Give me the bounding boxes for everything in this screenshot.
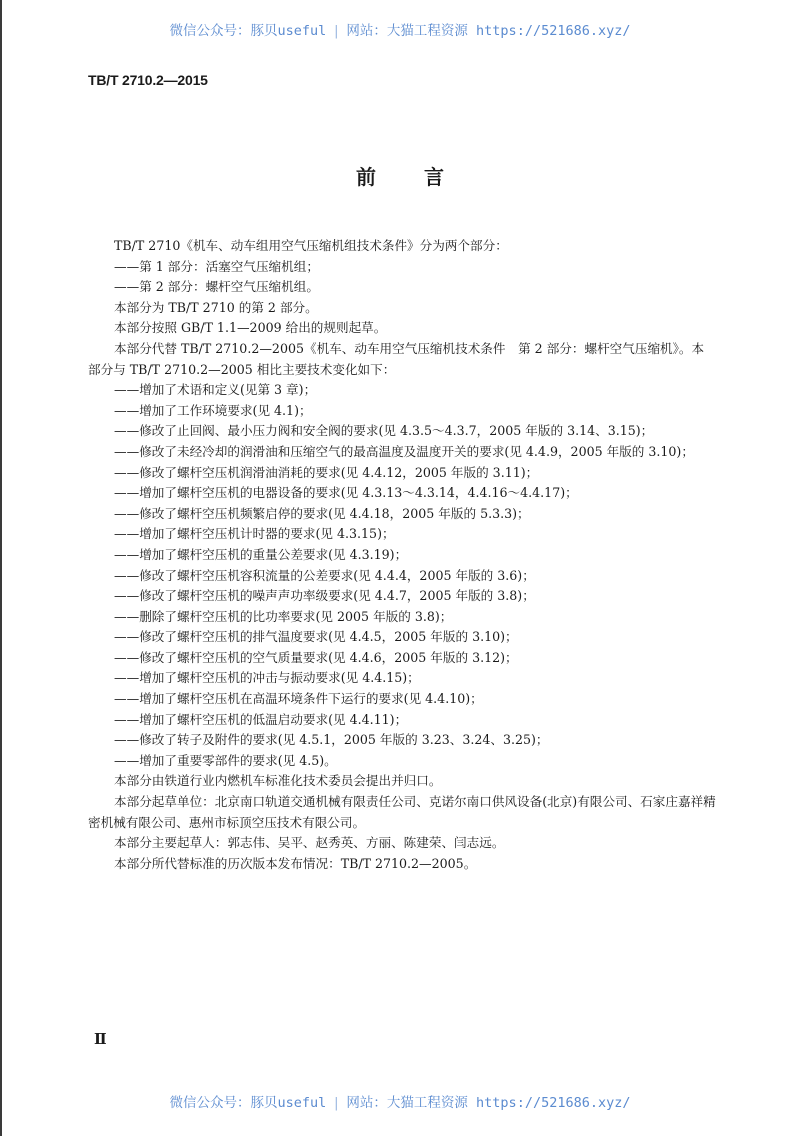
drafting-units-paragraph: 本部分起草单位：北京南口轨道交通机械有限责任公司、克诺尔南口供风设备(北京)有限公司、石家庄嘉祥精密机械有限公司、惠州市标顶空压技术有限公司。 (88, 794, 716, 830)
page-number: Ⅱ (94, 1030, 107, 1048)
change-item: ——修改了螺杆空压机润滑油消耗的要求(见 4.4.12，2005 年版的 3.11)； (114, 464, 539, 480)
change-item: ——修改了螺杆空压机频繁启停的要求(见 4.4.18，2005 年版的 5.3.3)； (114, 505, 530, 521)
replace-paragraph: 本部分代替 TB/T 2710.2—2005《机车、动车用空气压缩机技术条件 第 2 部分：螺杆空气压缩机》。本部分与 TB/T 2710.2—2005 相比主要技术变化如下： (88, 340, 705, 377)
change-item: ——修改了螺杆空压机的排气温度要求(见 4.4.5，2005 年版的 3.10)； (114, 629, 518, 645)
change-item: ——增加了螺杆空压机的低温启动要求(见 4.4.11)； (114, 711, 408, 727)
change-item: ——增加了工作环境要求(见 4.1)； (114, 402, 312, 418)
title-char-1: 前 (356, 165, 376, 189)
drafters-paragraph: 本部分主要起草人：郭志伟、吴平、赵秀英、方丽、陈建荣、闫志远。 (114, 835, 505, 851)
change-item: ——增加了重要零部件的要求(见 4.5)。 (114, 752, 337, 768)
history-paragraph: 本部分所代替标准的历次版本发布情况：TB/T 2710.2—2005。 (114, 855, 477, 871)
document-code: TB/T 2710.2—2015 (88, 72, 208, 88)
change-item: ——修改了止回阀、最小压力阀和安全阀的要求(见 4.3.5～4.3.7，2005 年版的 3.14、3.15)； (114, 423, 654, 439)
part-paragraph: 本部分为 TB/T 2710 的第 2 部分。 (114, 299, 318, 315)
change-item: ——修改了转子及附件的要求(见 4.5.1，2005 年版的 3.23、3.24、3.25)； (114, 732, 549, 748)
intro-paragraph: TB/T 2710《机车、动车组用空气压缩机组技术条件》分为两个部分： (114, 238, 508, 253)
foreword-body (88, 236, 716, 874)
change-item: ——增加了螺杆空压机的冲击与振动要求(见 4.4.15)； (114, 670, 420, 686)
watermark-website: 网站：大猫工程资源 https://521686.xyz/ (346, 23, 631, 39)
watermark-separator: | (332, 23, 341, 39)
watermark-separator: | (332, 1095, 341, 1111)
change-item: ——增加了螺杆空压机的重量公差要求(见 4.3.19)； (114, 546, 408, 562)
change-item: ——修改了未经冷却的润滑油和压缩空气的最高温度及温度开关的要求(见 4.4.9，2005 年版的 3.10)； (114, 443, 694, 459)
part-item: ——第 1 部分：活塞空气压缩机组； (114, 258, 319, 274)
change-item: ——修改了螺杆空压机的噪声声功率级要求(见 4.4.7，2005 年版的 3.8)； (114, 588, 535, 604)
proposer-paragraph: 本部分由铁道行业内燃机车标准化技术委员会提出并归口。 (114, 773, 442, 789)
change-item: ——修改了螺杆空压机容积流量的公差要求(见 4.4.4，2005 年版的 3.6)； (114, 567, 535, 583)
title-char-2: 言 (424, 165, 444, 189)
change-item: ——修改了螺杆空压机的空气质量要求(见 4.4.6，2005 年版的 3.12)； (114, 649, 518, 665)
watermark-top (0, 19, 800, 39)
change-item: ——增加了术语和定义(见第 3 章)； (114, 382, 317, 398)
watermark-website: 网站：大猫工程资源 https://521686.xyz/ (346, 1095, 631, 1111)
change-item: ——增加了螺杆空压机在高温环境条件下运行的要求(见 4.4.10)； (114, 691, 483, 707)
watermark-wechat: 微信公众号：豚贝useful (169, 1095, 327, 1111)
rules-paragraph: 本部分按照 GB/T 1.1—2009 给出的规则起草。 (114, 320, 387, 336)
part-item: ——第 2 部分：螺杆空气压缩机组。 (114, 279, 319, 295)
change-item: ——增加了螺杆空压机计时器的要求(见 4.3.15)； (114, 526, 395, 542)
watermark-bottom (0, 1091, 800, 1111)
watermark-wechat: 微信公众号：豚贝useful (169, 23, 327, 39)
page-title (0, 161, 800, 190)
change-item: ——增加了螺杆空压机的电器设备的要求(见 4.3.13～4.3.14，4.4.16～4.4.17)； (114, 485, 578, 501)
change-item: ——删除了螺杆空压机的比功率要求(见 2005 年版的 3.8)； (114, 608, 453, 624)
